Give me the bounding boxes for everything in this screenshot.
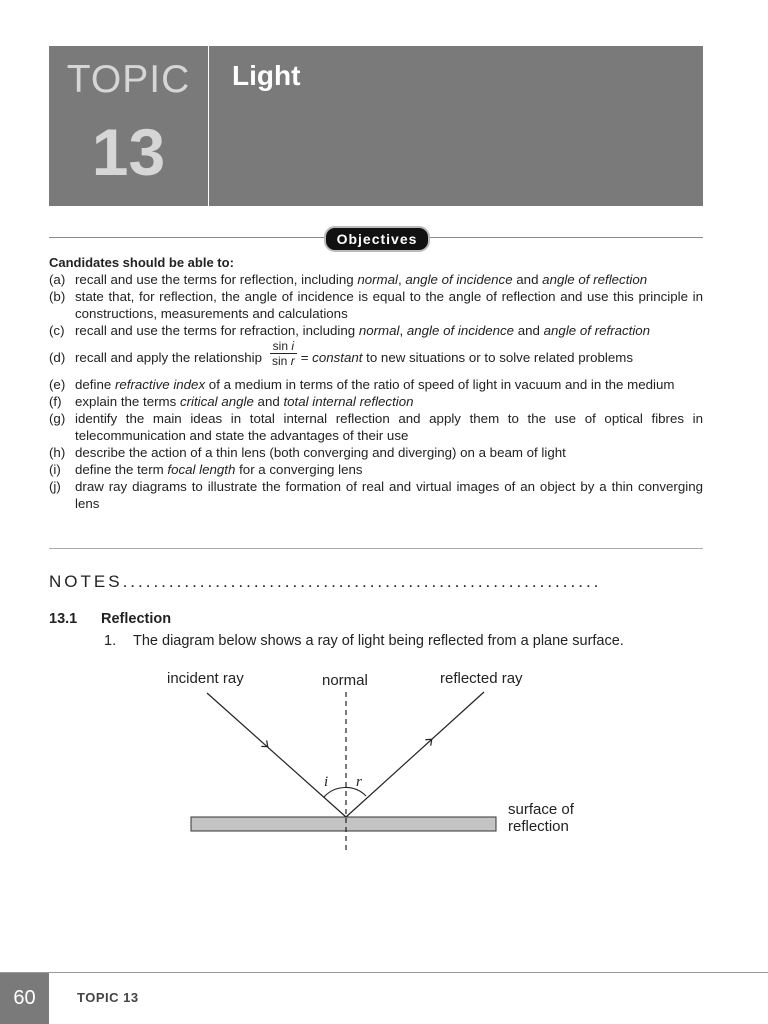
angle-r-label: r <box>356 774 362 790</box>
notes-leader: .............................................................. <box>122 572 602 591</box>
paragraph-text: The diagram below shows a ray of light being reflected from a plane surface. <box>133 633 624 649</box>
objectives-badge: Objectives <box>324 226 430 252</box>
reflecting-surface <box>191 817 496 831</box>
objective-text: explain the terms critical angle and total internal reflection <box>75 394 414 409</box>
incident-arrow <box>207 693 267 746</box>
objective-label: (i) <box>49 462 61 477</box>
objective-text: define refractive index of a medium in terms of the ratio of speed of light in vacuum and in the medium <box>75 377 675 392</box>
objectives-intro: Candidates should be able to: <box>49 255 234 270</box>
paragraph-number: 1. <box>104 633 117 649</box>
notes-title: NOTES <box>49 572 123 591</box>
objective-text: recall and use the terms for reflection, including normal, angle of incidence and angle of reflection <box>75 272 648 287</box>
objective-label: (f) <box>49 394 62 409</box>
reflected-ray-label: reflected ray <box>440 670 523 687</box>
topic-word: TOPIC <box>66 58 191 101</box>
objective-label: (c) <box>49 323 65 338</box>
objective-label: (b) <box>49 289 66 304</box>
surface-label-line2: reflection <box>508 818 569 835</box>
objective-text: identify the main ideas in total internal reflection and apply them to the use of optical fibres in telecommunication and state the advantages of their use <box>75 411 703 443</box>
sin-ratio-fraction: $\frac{\text{sin i}}{\text{sin r}}$ <box>272 339 295 368</box>
section-title: Reflection <box>101 611 172 627</box>
footer-topic: TOPIC 13 <box>77 990 139 1005</box>
objective-text: describe the action of a thin lens (both converging and diverging) on a beam of light <box>75 445 566 460</box>
footer-rule <box>0 972 768 973</box>
objective-text: recall and apply the relationship $\frac{\text{sin i}}{\text{sin r}}$ = constant to new situations or to solve related problems <box>75 339 633 368</box>
objective-text: define the term focal length for a converging lens <box>75 462 363 477</box>
angle-i-label: i <box>324 774 329 790</box>
objective-label: (d) <box>49 350 66 365</box>
objective-text: recall and use the terms for refraction, including normal, angle of incidence and angle of refraction <box>75 323 651 338</box>
incident-ray-label: incident ray <box>167 670 244 687</box>
objective-label: (h) <box>49 445 66 460</box>
page-number: 60 <box>0 973 49 1024</box>
objective-label: (a) <box>49 272 66 287</box>
normal-label: normal <box>322 672 368 689</box>
objective-text: draw ray diagrams to illustrate the formation of real and virtual images of an object by a thin converging lens <box>75 479 703 511</box>
objective-text: state that, for reflection, the angle of incidence is equal to the angle of reflection and use this principle in constructions, measurements and calculations <box>75 289 703 321</box>
topic-number: 13 <box>91 115 166 189</box>
surface-label-line1: surface of <box>508 801 574 818</box>
objective-label: (j) <box>49 479 61 494</box>
page-title: Light <box>232 60 301 91</box>
section-number: 13.1 <box>49 611 78 627</box>
objective-label: (e) <box>49 377 66 392</box>
objective-label: (g) <box>49 411 66 426</box>
